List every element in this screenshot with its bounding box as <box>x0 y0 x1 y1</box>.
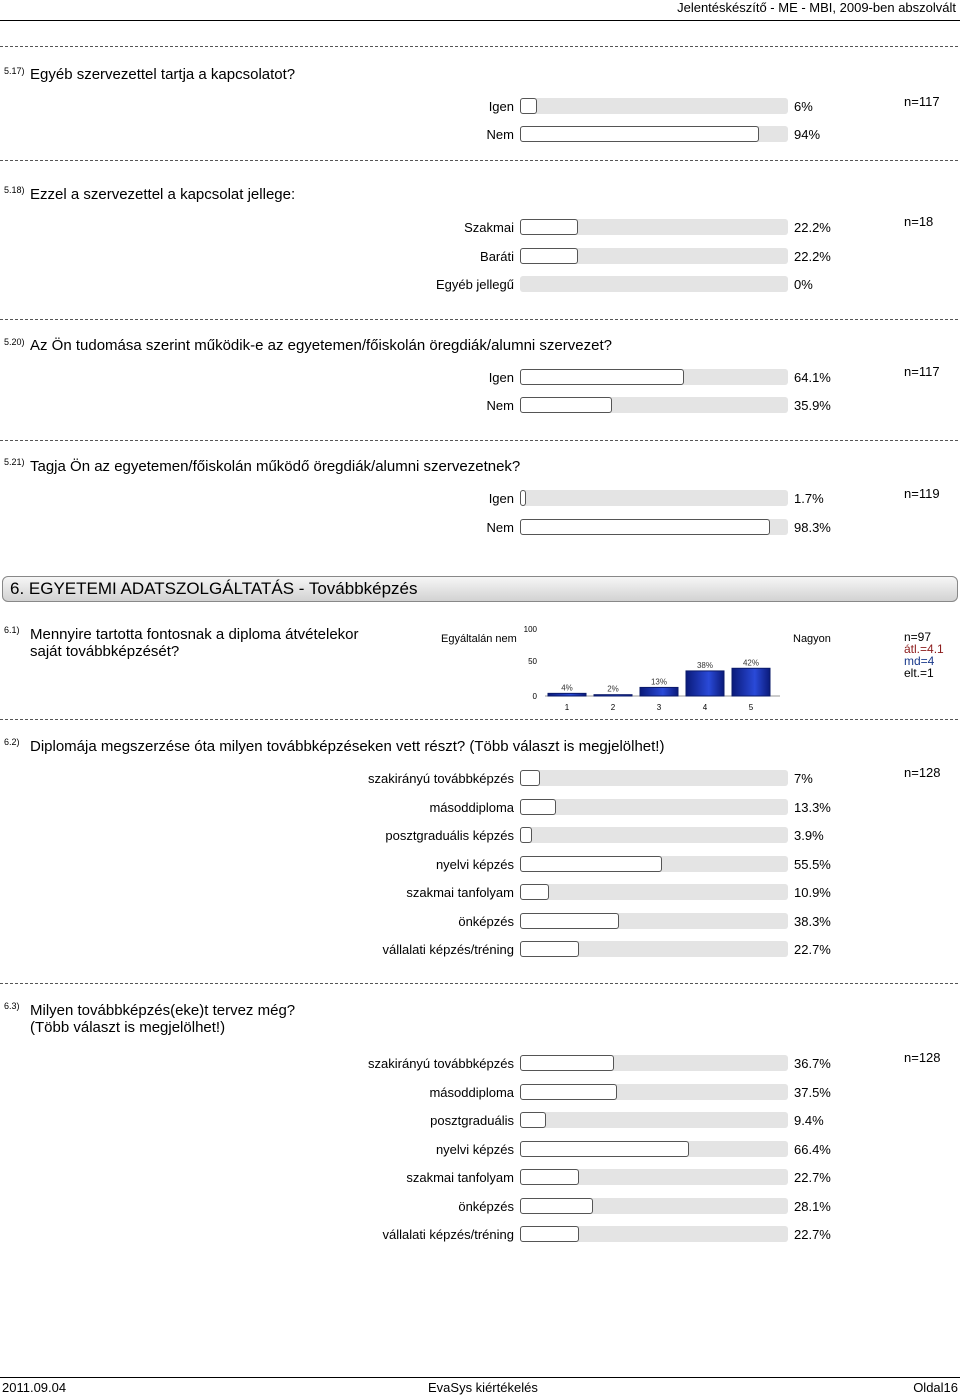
bar-value-label: 2% <box>607 684 619 694</box>
bar-fill <box>520 1169 579 1185</box>
bar-track <box>520 1084 788 1100</box>
bar-track <box>520 799 788 815</box>
option-percent: 28.1% <box>794 1198 831 1214</box>
option-percent: 38.3% <box>794 913 831 929</box>
bar-fill <box>520 1112 546 1128</box>
option-label: Nem <box>486 520 514 535</box>
option-label: Nem <box>486 398 514 413</box>
footer-page: Oldal16 <box>913 1380 958 1395</box>
option-percent: 22.7% <box>794 1227 831 1242</box>
option-label: másoddiploma <box>429 799 514 815</box>
scale-left-label: Egyáltalán nem <box>441 633 517 645</box>
x-tick-label: 5 <box>748 703 754 712</box>
option-percent: 37.5% <box>794 1084 831 1100</box>
option-percent: 9.4% <box>794 1113 824 1128</box>
bar-track <box>520 219 788 235</box>
response-count: n=18 <box>904 214 934 229</box>
bar-value-label: 38% <box>696 660 714 670</box>
question-number: 6.2) <box>4 737 20 747</box>
bar-track <box>520 98 788 114</box>
footer-divider <box>0 1377 960 1378</box>
option-percent: 10.9% <box>794 885 831 900</box>
bar-track <box>520 913 788 929</box>
question-text: Diplomája megszerzése óta milyen továbbképzéseken vett részt? (Több választ is megjelölhet!) <box>30 738 665 755</box>
bar-fill <box>520 98 537 114</box>
bar-track <box>520 884 788 900</box>
option-percent: 64.1% <box>794 370 831 385</box>
option-percent: 22.2% <box>794 249 831 264</box>
question-number: 5.18) <box>4 185 25 195</box>
y-tick-label: 100 <box>523 625 537 634</box>
bar-fill <box>520 126 759 142</box>
option-percent: 1.7% <box>794 491 824 506</box>
bar-track <box>520 856 788 872</box>
question-text: Egyéb szervezettel tartja a kapcsolatot? <box>30 66 296 83</box>
bar-fill <box>520 1226 579 1242</box>
question-number: 5.17) <box>4 66 25 76</box>
option-label: szakirányú továbbképzés <box>368 771 514 786</box>
option-percent: 6% <box>794 99 813 114</box>
option-percent: 35.9% <box>794 398 831 413</box>
header-divider <box>0 20 960 21</box>
bar-fill <box>520 770 540 786</box>
report-title: Jelentéskészítő - ME - MBI, 2009-ben abszolvált <box>677 0 956 15</box>
option-label: Igen <box>488 370 514 385</box>
footer-date: 2011.09.04 <box>2 1380 67 1395</box>
x-tick-label: 2 <box>610 703 616 712</box>
option-label: vállalati képzés/tréning <box>382 942 514 957</box>
footer-center: EvaSys kiértékelés <box>428 1380 538 1395</box>
median-stat: md=4 <box>904 654 935 668</box>
option-label: Szakmai <box>464 220 514 235</box>
bar-track <box>520 770 788 786</box>
histogram-bar <box>640 687 678 696</box>
question-text: Az Ön tudomása szerint működik-e az egyetemen/főiskolán öregdiák/alumni szervezet? <box>30 337 612 354</box>
option-label: posztgraduális <box>430 1113 514 1128</box>
x-tick-label: 3 <box>656 703 662 712</box>
option-label: szakmai tanfolyam <box>406 885 514 900</box>
question-text-line2: (Több választ is megjelölhet!) <box>30 1019 226 1036</box>
average-stat: átl.=4.1 <box>904 642 944 656</box>
bar-fill <box>520 799 556 815</box>
bar-fill <box>520 248 578 264</box>
histogram-bar <box>548 693 586 696</box>
bar-track <box>520 248 788 264</box>
question-text: Tagja Ön az egyetemen/főiskolán működő öregdiák/alumni szervezetnek? <box>30 458 521 475</box>
bar-fill <box>520 490 526 506</box>
bar-fill <box>520 1084 617 1100</box>
option-label: Igen <box>488 491 514 506</box>
histogram-bar <box>686 671 724 696</box>
option-label: önképzés <box>458 913 514 929</box>
option-percent: 0% <box>794 277 813 292</box>
bar-track <box>520 1198 788 1214</box>
question-divider <box>0 719 958 720</box>
x-tick-label: 4 <box>702 703 708 712</box>
y-tick-label: 0 <box>532 692 537 701</box>
response-count: n=117 <box>904 364 940 379</box>
bar-track <box>520 369 788 385</box>
histogram-bar <box>732 668 770 696</box>
option-percent: 22.7% <box>794 1170 831 1185</box>
question-number: 6.1) <box>4 625 20 635</box>
question-divider <box>0 46 958 47</box>
question-number: 5.20) <box>4 337 25 347</box>
bar-track <box>520 126 788 142</box>
bar-track <box>520 519 788 535</box>
option-percent: 94% <box>794 127 821 142</box>
bar-fill <box>520 1141 689 1157</box>
bar-fill <box>520 827 532 843</box>
bar-track <box>520 827 788 843</box>
question-divider <box>0 983 958 984</box>
bar-fill <box>520 1198 593 1214</box>
bar-track <box>520 1226 788 1242</box>
option-label: Nem <box>486 127 514 142</box>
option-label: Egyéb jellegű <box>435 277 514 292</box>
x-tick-label: 1 <box>564 703 570 712</box>
option-label: posztgraduális képzés <box>385 828 514 843</box>
question-text-line2: saját továbbképzését? <box>30 643 180 660</box>
bar-fill <box>520 913 619 929</box>
bar-track <box>520 1055 788 1071</box>
bar-fill <box>520 941 579 957</box>
deviation-stat: elt.=1 <box>904 666 934 680</box>
bar-value-label: 13% <box>650 677 668 687</box>
bar-track <box>520 397 788 413</box>
bar-track <box>520 276 788 292</box>
option-label: másoddiploma <box>429 1084 514 1100</box>
option-label: nyelvi képzés <box>435 856 514 872</box>
bar-track <box>520 1112 788 1128</box>
response-count: n=97 <box>904 630 932 644</box>
option-label: szakirányú továbbképzés <box>368 1056 514 1071</box>
histogram-bar <box>594 695 632 696</box>
bar-fill <box>520 884 549 900</box>
option-label: önképzés <box>458 1198 514 1214</box>
option-label: nyelvi képzés <box>435 1141 514 1157</box>
option-percent: 3.9% <box>794 828 824 843</box>
option-label: vállalati képzés/tréning <box>382 1227 514 1242</box>
bar-fill <box>520 219 578 235</box>
bar-track <box>520 1169 788 1185</box>
option-percent: 55.5% <box>794 856 831 872</box>
option-percent: 22.2% <box>794 220 831 235</box>
question-text-line1: Milyen továbbképzés(eke)t tervez még? <box>30 1002 296 1019</box>
option-percent: 22.7% <box>794 942 831 957</box>
histogram-chart <box>520 622 790 714</box>
question-number: 5.21) <box>4 457 25 467</box>
section-title: 6. EGYETEMI ADATSZOLGÁLTATÁS - Továbbképzés <box>10 579 418 598</box>
response-count: n=117 <box>904 94 940 109</box>
bar-value-label: 42% <box>742 658 760 668</box>
bar-track <box>520 1141 788 1157</box>
option-percent: 13.3% <box>794 799 831 815</box>
bar-track <box>520 941 788 957</box>
bar-fill <box>520 1055 614 1071</box>
response-count: n=119 <box>904 486 940 501</box>
bar-fill <box>520 397 612 413</box>
question-text-line1: Mennyire tartotta fontosnak a diploma átvételekor <box>30 626 359 643</box>
question-text: Ezzel a szervezettel a kapcsolat jellege: <box>30 186 296 203</box>
option-percent: 7% <box>794 771 813 786</box>
response-count: n=128 <box>904 765 941 780</box>
bar-track <box>520 490 788 506</box>
response-count: n=128 <box>904 1050 941 1065</box>
bar-fill <box>520 519 770 535</box>
bar-fill <box>520 856 662 872</box>
y-tick-label: 50 <box>528 657 537 666</box>
question-divider <box>0 160 958 161</box>
question-divider <box>0 319 958 320</box>
option-percent: 36.7% <box>794 1056 831 1071</box>
question-number: 6.3) <box>4 1001 20 1011</box>
bar-fill <box>520 369 684 385</box>
scale-right-label: Nagyon <box>793 633 831 645</box>
bar-value-label: 4% <box>561 683 573 693</box>
option-label: Baráti <box>480 249 514 264</box>
option-percent: 66.4% <box>794 1141 831 1157</box>
option-percent: 98.3% <box>794 520 831 535</box>
option-label: szakmai tanfolyam <box>406 1170 514 1185</box>
option-label: Igen <box>488 99 514 114</box>
question-divider <box>0 440 958 441</box>
